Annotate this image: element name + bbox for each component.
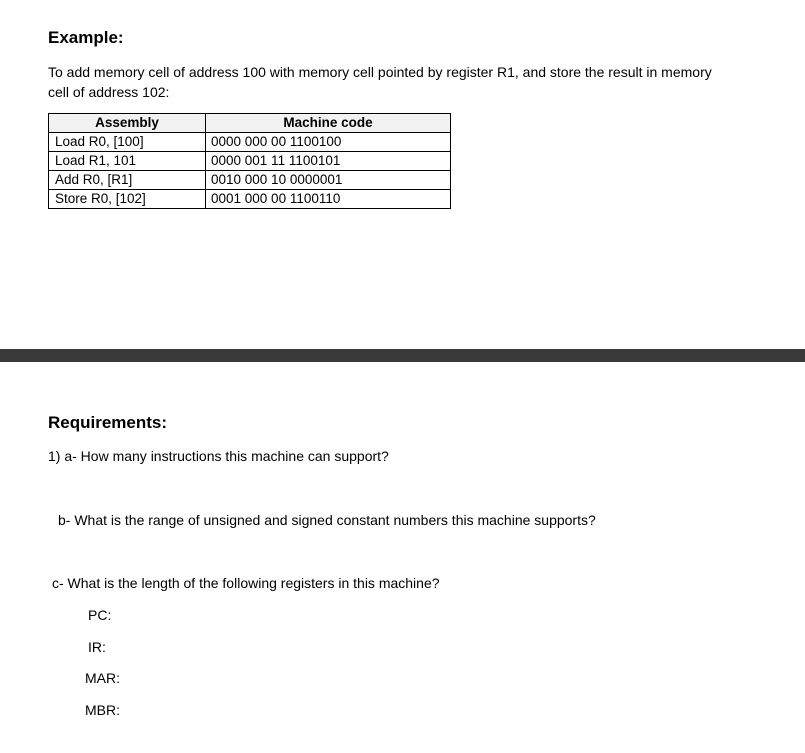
machine-code-cell: 0000 000 00 1100100	[206, 133, 451, 152]
column-header-machine-code: Machine code	[206, 114, 451, 133]
register-mar-label: MAR:	[85, 670, 120, 686]
assembly-cell: Load R0, [100]	[49, 133, 206, 152]
section-separator	[0, 349, 805, 362]
example-description-line-2: cell of address 102:	[48, 84, 170, 100]
machine-code-cell: 0001 000 00 1100110	[206, 190, 451, 209]
requirements-heading: Requirements:	[48, 413, 168, 432]
example-heading: Example:	[48, 28, 124, 47]
question-1c: c- What is the length of the following registers in this machine?	[52, 575, 440, 591]
assembly-machine-code-table	[48, 113, 451, 209]
register-mbr-label: MBR:	[85, 702, 120, 718]
question-1b: b- What is the range of unsigned and signed constant numbers this machine supports?	[58, 512, 596, 528]
table-header-row	[49, 114, 451, 133]
assembly-cell: Load R1, 101	[49, 152, 206, 171]
table-row	[49, 133, 451, 152]
table-row	[49, 190, 451, 209]
assembly-cell: Store R0, [102]	[49, 190, 206, 209]
register-pc-label: PC:	[88, 607, 112, 623]
machine-code-cell: 0010 000 10 0000001	[206, 171, 451, 190]
assembly-cell: Add R0, [R1]	[49, 171, 206, 190]
table-row	[49, 152, 451, 171]
register-ir-label: IR:	[88, 639, 106, 655]
table-row	[49, 171, 451, 190]
machine-code-cell: 0000 001 11 1100101	[206, 152, 451, 171]
column-header-assembly: Assembly	[49, 114, 206, 133]
question-1a: 1) a- How many instructions this machine can support?	[48, 448, 389, 464]
example-description-line-1: To add memory cell of address 100 with memory cell pointed by register R1, and store the result in memory	[48, 64, 712, 80]
